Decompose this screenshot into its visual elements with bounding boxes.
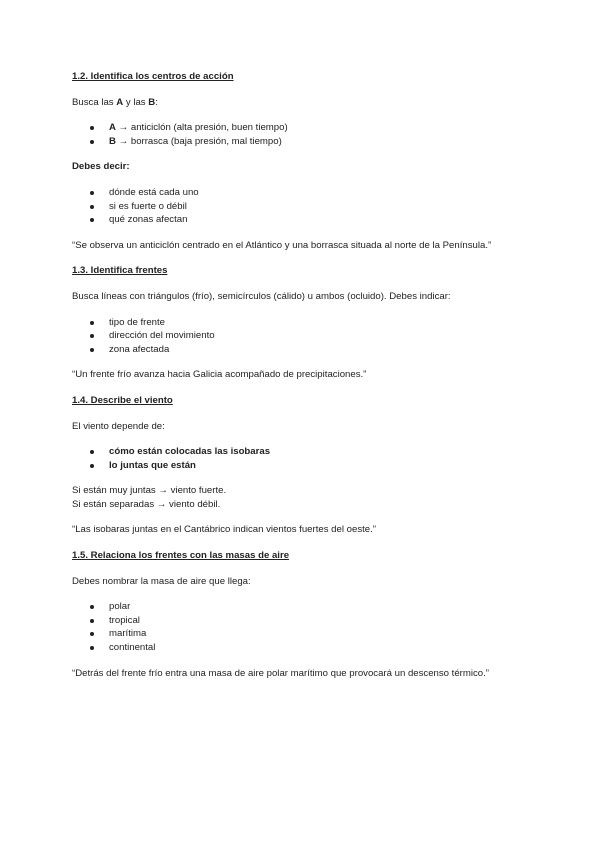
section-1-4-intro: El viento depende de: [72, 420, 165, 432]
intro-text: y las [123, 96, 149, 108]
list-item: lo juntas que están [72, 459, 532, 473]
item-text: → anticiclón (alta presión, buen tiempo) [115, 122, 288, 134]
document-page [72, 70, 532, 680]
wind-rule-weak: Si están separadas → viento débil. [72, 498, 221, 510]
item-text: → borrasca (baja presión, mal tiempo) [115, 135, 282, 147]
section-heading-1-4: 1.4. Describe el viento [72, 394, 173, 406]
section-heading-1-5: 1.5. Relaciona los frentes con las masas de aire [72, 550, 290, 562]
label-b: B [148, 96, 156, 108]
item-key: B [109, 135, 116, 147]
example-quote: “Un frente frío avanza hacia Galicia acompañado de precipitaciones.” [72, 369, 367, 381]
list-item: zona afectada [72, 343, 532, 357]
list-item: tropical [72, 614, 532, 628]
list-item [72, 135, 532, 149]
list-item: dónde está cada uno [72, 186, 532, 200]
section-1-2-intro [72, 96, 532, 110]
centers-list [72, 121, 532, 148]
section-1-3-intro: Busca líneas con triángulos (frío), semicírculos (cálido) u ambos (ocluido). Debes indicar: [72, 290, 451, 302]
air-mass-list [72, 600, 532, 654]
list-item [72, 121, 532, 135]
label-a: A [116, 96, 124, 108]
list-item: dirección del movimiento [72, 329, 532, 343]
list-item: tipo de frente [72, 316, 532, 330]
example-quote: “Se observa un anticiclón centrado en el Atlántico y una borrasca situada al norte de la Península.” [72, 239, 492, 251]
section-heading-1-3: 1.3. Identifica frentes [72, 265, 168, 277]
example-quote: “Las isobaras juntas en el Cantábrico indican vientos fuertes del oeste.” [72, 524, 376, 536]
wind-rule-strong: Si están muy juntas → viento fuerte. [72, 485, 227, 497]
example-quote: “Detrás del frente frío entra una masa de aire polar marítimo que provocará un descenso térmico.” [72, 667, 489, 679]
list-item: marítima [72, 627, 532, 641]
list-item: si es fuerte o débil [72, 200, 532, 214]
list-item: cómo están colocadas las isobaras [72, 445, 532, 459]
must-say-list [72, 186, 532, 227]
item-key: A [109, 122, 116, 134]
section-1-5-intro: Debes nombrar la masa de aire que llega: [72, 575, 251, 587]
wind-list [72, 445, 532, 472]
intro-text: Busca las [72, 96, 117, 108]
must-say-label: Debes decir: [72, 161, 130, 173]
intro-text: : [155, 96, 158, 108]
list-item: continental [72, 641, 532, 655]
section-heading-1-2: 1.2. Identifica los centros de acción [72, 71, 234, 82]
fronts-list [72, 316, 532, 357]
list-item: polar [72, 600, 532, 614]
list-item: qué zonas afectan [72, 213, 532, 227]
